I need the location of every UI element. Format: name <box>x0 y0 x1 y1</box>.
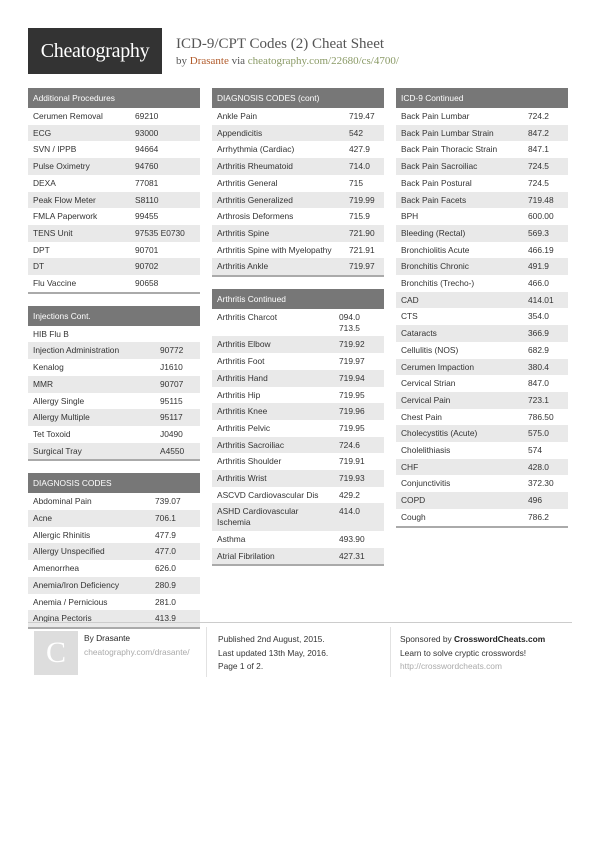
column-3 <box>396 88 568 540</box>
row-code: 721.91 <box>349 244 375 255</box>
row-code: 372.30 <box>528 478 554 489</box>
cheatography-logo[interactable]: Cheatography <box>28 28 162 74</box>
row-label: Flu Vaccine <box>33 278 77 289</box>
row-label: ECG <box>28 125 130 142</box>
row-code: 786.50 <box>528 411 554 422</box>
row-label: Arthritis Spine with Myelopathy <box>217 244 332 255</box>
table-row <box>28 158 200 175</box>
row-label: Cough <box>401 511 426 522</box>
row-label: Arthritis Generalized <box>212 192 344 209</box>
row-label: Arthritis Sacroiliac <box>212 437 334 454</box>
table-row <box>212 208 384 225</box>
table-row <box>212 420 384 437</box>
table-row <box>28 543 200 560</box>
row-code: 354.0 <box>528 311 549 322</box>
row-code: 491.9 <box>523 258 568 275</box>
row-label: Pulse Oximetry <box>28 158 130 175</box>
table-row <box>212 453 384 470</box>
row-label: MMR <box>28 376 155 393</box>
section-title: DIAGNOSIS CODES (cont) <box>212 88 384 108</box>
row-code: 706.1 <box>150 510 200 527</box>
page-footer <box>28 622 572 680</box>
row-code: 719.95 <box>339 422 365 433</box>
table-row <box>212 531 384 548</box>
table-row <box>28 577 200 594</box>
row-label: FMLA Paperwork <box>33 211 98 222</box>
row-code: 366.9 <box>523 325 568 342</box>
row-label: Arthritis Hip <box>217 389 261 400</box>
footer-publish-info <box>218 633 328 674</box>
footer-by-label: By <box>84 633 94 643</box>
row-code: 719.94 <box>334 370 384 387</box>
row-code: 719.47 <box>349 111 375 121</box>
row-label: Arrhythmia (Cardiac) <box>217 144 295 155</box>
row-code: 682.9 <box>528 344 549 355</box>
row-label: CTS <box>401 311 418 322</box>
section-title: Arthritis Continued <box>212 289 384 309</box>
table-row <box>396 359 568 376</box>
table-row <box>28 242 200 259</box>
footer-sponsor <box>400 633 545 674</box>
table-row <box>28 359 200 376</box>
row-label: Surgical Tray <box>28 443 155 460</box>
footer-author-url[interactable]: cheatography.com/drasante/ <box>84 647 190 657</box>
table-row <box>28 409 200 426</box>
table-row <box>212 192 384 209</box>
table-row <box>212 108 384 125</box>
row-code: 477.0 <box>150 543 200 560</box>
codes-table <box>396 108 568 526</box>
table-row <box>396 308 568 325</box>
row-label: Cholelithiasis <box>401 445 451 456</box>
table-row <box>396 292 568 309</box>
codes-table <box>28 493 200 627</box>
row-code: 575.0 <box>523 425 568 442</box>
table-row <box>28 594 200 611</box>
row-label: Acne <box>28 510 150 527</box>
section-title: Additional Procedures <box>28 88 200 108</box>
byline-by: by <box>176 55 187 67</box>
byline <box>176 55 399 67</box>
row-label: Cataracts <box>396 325 523 342</box>
row-code: 281.0 <box>155 596 176 607</box>
table-row <box>28 108 200 125</box>
sponsor-link[interactable]: CrosswordCheats.com <box>454 634 546 644</box>
row-label: Peak Flow Meter <box>28 192 130 209</box>
row-code: 626.0 <box>155 563 176 574</box>
row-label: Atrial Fibrilation <box>212 548 334 565</box>
column-2 <box>212 88 384 578</box>
row-label: Abdominal Pain <box>33 496 92 507</box>
row-code: 724.5 <box>528 177 549 188</box>
row-code <box>155 326 200 343</box>
row-code: 428.0 <box>523 459 568 476</box>
row-code: 90658 <box>135 278 159 289</box>
table-row <box>396 175 568 192</box>
row-code: 466.0 <box>528 278 549 289</box>
row-code: 724.2 <box>528 111 549 121</box>
row-code: 280.9 <box>150 577 200 594</box>
table-row <box>396 392 568 409</box>
row-label: Cerumen Removal <box>33 111 103 121</box>
row-code: 600.00 <box>528 211 554 222</box>
row-code: 094.0 713.5 <box>339 312 360 333</box>
table-row <box>212 487 384 504</box>
table-row <box>212 370 384 387</box>
section-icd9-continued <box>396 88 568 528</box>
table-row <box>212 258 384 275</box>
row-label: Conjunctivitis <box>401 478 451 489</box>
row-label: Allergic Rhinitis <box>33 529 91 540</box>
table-row <box>212 336 384 353</box>
section-title: DIAGNOSIS CODES <box>28 473 200 493</box>
codes-table <box>212 108 384 275</box>
row-code: 99455 <box>135 211 159 222</box>
byline-url-link[interactable]: cheatography.com/22680/cs/4700/ <box>247 55 399 67</box>
table-row <box>212 503 384 530</box>
table-row <box>396 409 568 426</box>
table-row <box>212 353 384 370</box>
table-row <box>396 125 568 142</box>
row-label: Allergy Multiple <box>28 409 155 426</box>
row-label: Arthritis Wrist <box>212 470 334 487</box>
row-code: 719.96 <box>334 403 384 420</box>
row-code: 714.0 <box>344 158 384 175</box>
row-label: Cervical Pain <box>396 392 523 409</box>
row-label: Chest Pain <box>401 411 442 422</box>
table-row <box>396 425 568 442</box>
row-code: 93000 <box>130 125 200 142</box>
table-row <box>212 403 384 420</box>
table-row <box>396 242 568 259</box>
row-label: Arthritis Rheumatoid <box>212 158 344 175</box>
row-label: Cervical Strian <box>401 378 456 389</box>
row-code: 569.3 <box>523 225 568 242</box>
row-label: Back Pain Lumbar Strain <box>396 125 523 142</box>
row-code: 94664 <box>135 144 159 155</box>
author-avatar[interactable]: C <box>34 631 78 675</box>
row-label: Anemia/Iron Deficiency <box>28 577 150 594</box>
table-row <box>396 342 568 359</box>
section-title: Injections Cont. <box>28 306 200 326</box>
row-code: 542 <box>344 125 384 142</box>
row-label: Arthritis Knee <box>212 403 334 420</box>
table-row <box>396 475 568 492</box>
table-row <box>28 493 200 510</box>
table-row <box>212 387 384 404</box>
table-row <box>396 325 568 342</box>
row-label: ASHD Cardiovascular Ischemia <box>212 503 334 530</box>
row-label: HIB Flu B <box>33 328 69 339</box>
row-code: 380.4 <box>523 359 568 376</box>
footer-divider <box>206 627 207 677</box>
row-label: Ankle Pain <box>217 111 258 121</box>
row-code: 477.9 <box>155 529 176 540</box>
row-label: Arthritis General <box>217 177 278 188</box>
row-code: 786.2 <box>528 511 549 522</box>
row-code: 574 <box>528 445 542 456</box>
row-code: S8110 <box>130 192 200 209</box>
table-row <box>28 225 200 242</box>
table-row <box>212 175 384 192</box>
table-row <box>28 192 200 209</box>
row-code: 719.92 <box>334 336 384 353</box>
column-1 <box>28 88 200 641</box>
table-row <box>396 108 568 125</box>
row-label: Back Pain Lumbar <box>401 111 470 121</box>
table-row <box>28 141 200 158</box>
table-row <box>212 225 384 242</box>
table-row <box>396 459 568 476</box>
row-code: 90702 <box>130 258 200 275</box>
row-code: 715.9 <box>349 211 370 222</box>
footer-author <box>84 633 130 643</box>
page-header <box>28 28 572 74</box>
row-code: 719.93 <box>334 470 384 487</box>
row-label: Kenalog <box>33 362 64 373</box>
sponsor-tagline: Learn to solve cryptic crosswords! <box>400 647 527 658</box>
footer-divider <box>390 627 391 677</box>
row-code: 427.9 <box>349 144 370 155</box>
row-code: 414.01 <box>523 292 568 309</box>
table-row <box>396 375 568 392</box>
row-code: 719.95 <box>339 389 365 400</box>
row-label: Arthritis Foot <box>217 356 265 367</box>
row-label: TENS Unit <box>28 225 130 242</box>
row-label: Bronchitis Chronic <box>396 258 523 275</box>
row-label: Allergy Single <box>33 395 85 406</box>
row-label: Arthritis Spine <box>212 225 344 242</box>
table-row <box>28 342 200 359</box>
table-row <box>28 376 200 393</box>
row-label: Amenorrhea <box>33 563 80 574</box>
section-title: ICD-9 Continued <box>396 88 568 108</box>
table-row <box>28 527 200 544</box>
row-code: 721.90 <box>344 225 384 242</box>
table-row <box>396 258 568 275</box>
table-row <box>212 470 384 487</box>
row-code: 847.2 <box>523 125 568 142</box>
row-code: 724.6 <box>334 437 384 454</box>
row-code: 715 <box>349 177 363 188</box>
row-code: 847.0 <box>528 378 549 389</box>
row-code: 90707 <box>155 376 200 393</box>
table-row <box>212 548 384 565</box>
row-label: ASCVD Cardiovascular Dis <box>217 489 319 500</box>
row-code: 94760 <box>130 158 200 175</box>
row-label: Bleeding (Rectal) <box>396 225 523 242</box>
row-label: Arthritis Pelvic <box>217 422 271 433</box>
row-label: Asthma <box>217 533 246 544</box>
section-arthritis-continued <box>212 289 384 566</box>
row-code: 719.91 <box>339 456 365 467</box>
page-title: ICD-9/CPT Codes (2) Cheat Sheet <box>176 36 385 52</box>
table-row <box>28 175 200 192</box>
table-row <box>396 208 568 225</box>
row-code: 77081 <box>135 177 159 188</box>
row-code: 719.97 <box>344 258 384 275</box>
row-label: Back Pain Postural <box>401 177 472 188</box>
row-label: DPT <box>33 244 50 255</box>
row-code: 739.07 <box>155 496 181 507</box>
row-label: Arthritis Shoulder <box>217 456 282 467</box>
table-row <box>396 192 568 209</box>
row-code: 95117 <box>155 409 200 426</box>
row-label: Back Pain Thoracic Strain <box>401 144 498 155</box>
row-code: A4550 <box>155 443 200 460</box>
table-row <box>396 225 568 242</box>
section-diagnosis-codes-cont <box>212 88 384 277</box>
row-label: BPH <box>401 211 419 222</box>
row-label: Arthrosis Deformens <box>217 211 294 222</box>
table-row <box>396 509 568 526</box>
table-row <box>28 560 200 577</box>
table-row <box>28 393 200 410</box>
row-label: Tet Toxoid <box>33 428 71 439</box>
row-label: Bronchiolitis Acute <box>401 244 470 255</box>
table-row <box>28 510 200 527</box>
section-injections-cont <box>28 306 200 462</box>
row-code: 414.0 <box>334 503 384 530</box>
codes-table <box>28 326 200 460</box>
row-label: Back Pain Sacroiliac <box>396 158 523 175</box>
updated-date: Last updated 13th May, 2016. <box>218 647 329 658</box>
row-label: Allergy Unspecified <box>28 543 150 560</box>
row-code: 723.1 <box>523 392 568 409</box>
sponsor-url[interactable]: http://crosswordcheats.com <box>400 661 502 671</box>
row-label: Back Pain Facets <box>396 192 523 209</box>
row-code: 847.1 <box>528 144 549 155</box>
row-code: 413.9 <box>150 610 200 627</box>
row-label: Arthritis Elbow <box>212 336 334 353</box>
row-code: 724.5 <box>523 158 568 175</box>
row-label: CHF <box>396 459 523 476</box>
page-number: Page 1 of 2. <box>218 661 264 671</box>
row-label: Cholecystitis (Acute) <box>396 425 523 442</box>
row-label: DT <box>28 258 130 275</box>
row-code: 90701 <box>135 244 159 255</box>
table-row <box>28 426 200 443</box>
table-row <box>212 158 384 175</box>
row-label: Appendicitis <box>212 125 344 142</box>
row-code: 429.2 <box>339 489 360 500</box>
row-code: 719.97 <box>339 356 365 367</box>
sponsor-line <box>400 633 545 647</box>
row-label: Angina Pectoris <box>28 610 150 627</box>
table-row <box>28 208 200 225</box>
table-row <box>212 141 384 158</box>
row-label: Injection Administration <box>28 342 155 359</box>
row-code: 719.48 <box>523 192 568 209</box>
row-code: 466.19 <box>528 244 554 255</box>
table-row <box>396 275 568 292</box>
row-label: Arthritis Ankle <box>212 258 344 275</box>
section-additional-procedures <box>28 88 200 294</box>
codes-table <box>28 108 200 292</box>
row-label: Cerumen Impaction <box>396 359 523 376</box>
row-code: 427.31 <box>334 548 384 565</box>
row-code: 90772 <box>155 342 200 359</box>
row-label: Arthritis Charcot <box>217 312 278 323</box>
row-label: Bronchitis (Trecho-) <box>401 278 475 289</box>
table-row <box>28 326 200 343</box>
row-code: J1610 <box>160 362 183 373</box>
row-code: 719.99 <box>344 192 384 209</box>
table-row <box>212 242 384 259</box>
table-row <box>28 258 200 275</box>
row-label: Cellulitis (NOS) <box>401 344 459 355</box>
row-label: CAD <box>396 292 523 309</box>
row-label: DEXA <box>33 177 56 188</box>
row-label: Arthritis Hand <box>212 370 334 387</box>
row-label: SVN / IPPB <box>33 144 77 155</box>
table-row <box>212 309 384 336</box>
table-row <box>28 443 200 460</box>
row-code: 496 <box>523 492 568 509</box>
table-row <box>28 275 200 292</box>
table-row <box>396 158 568 175</box>
byline-author-link[interactable]: Drasante <box>189 55 229 67</box>
footer-author-link[interactable]: Drasante <box>96 633 131 643</box>
table-row <box>212 125 384 142</box>
published-date: Published 2nd August, 2015. <box>218 634 325 644</box>
row-code: 493.90 <box>339 533 365 544</box>
sponsor-prefix: Sponsored by <box>400 634 452 644</box>
byline-via: via <box>231 55 246 67</box>
row-code: 97535 E0730 <box>130 225 200 242</box>
row-code: 95115 <box>160 395 183 406</box>
table-row <box>212 437 384 454</box>
table-row <box>28 125 200 142</box>
table-row <box>396 442 568 459</box>
table-row <box>396 492 568 509</box>
table-row <box>396 141 568 158</box>
row-label: COPD <box>396 492 523 509</box>
row-code: J0490 <box>160 428 183 439</box>
row-code: 69210 <box>135 111 159 121</box>
section-diagnosis-codes <box>28 473 200 629</box>
row-label: Anemia / Pernicious <box>33 596 108 607</box>
codes-table <box>212 309 384 564</box>
